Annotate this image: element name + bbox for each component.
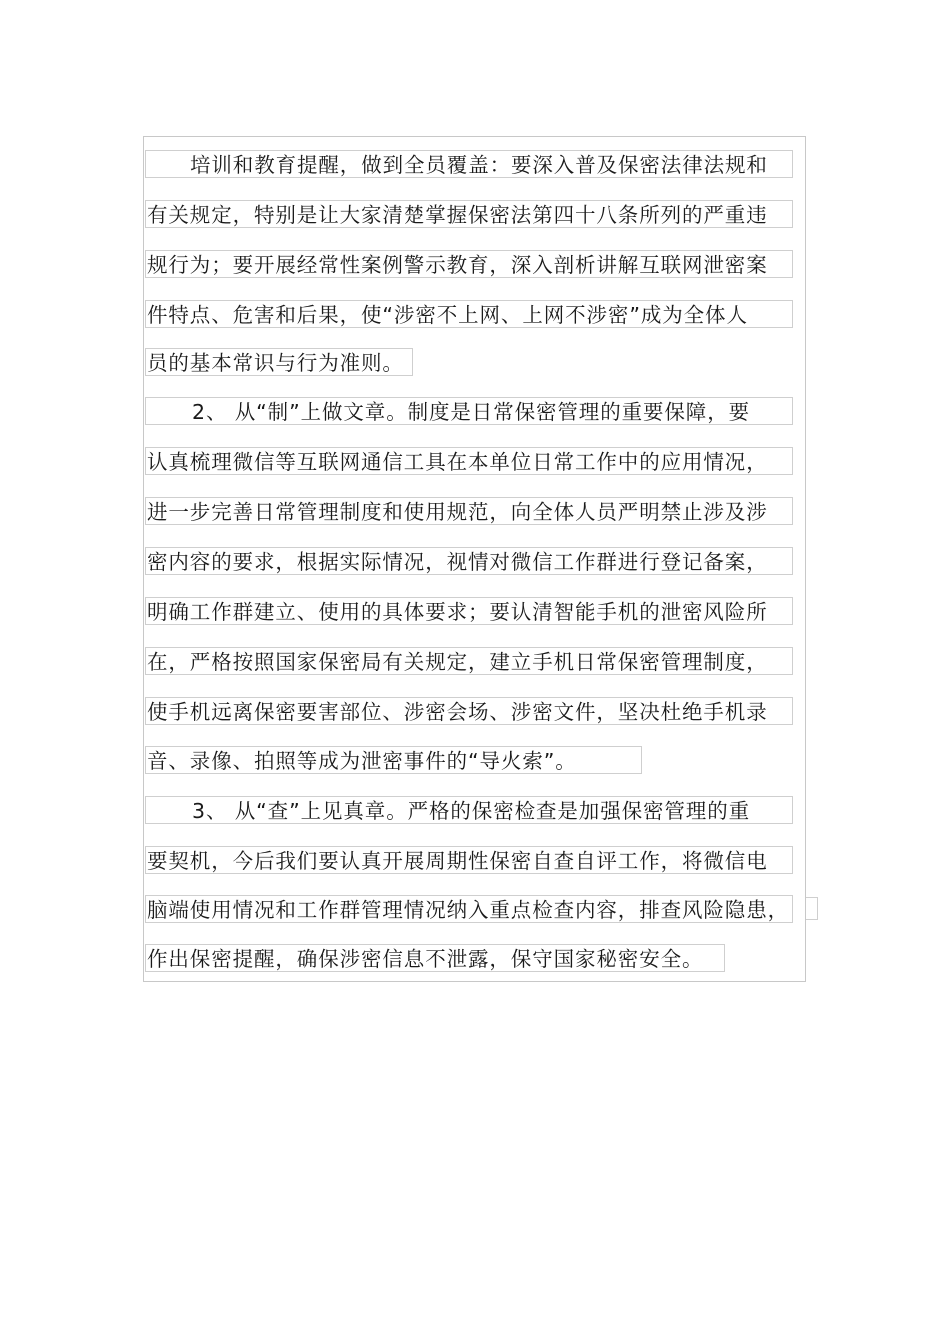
text-line: 要契机，今后我们要认真开展周期性保密自查自评工作，将微信电 <box>145 846 793 874</box>
text-line: 件特点、危害和后果，使“涉密不上网、上网不涉密”成为全体人 <box>145 300 793 328</box>
text-line: 有关规定，特别是让大家清楚掌握保密法第四十八条所列的严重违 <box>145 200 793 228</box>
text-line: 规行为；要开展经常性案例警示教育，深入剖析讲解互联网泄密案 <box>145 250 793 278</box>
text-line: 培训和教育提醒，做到全员覆盖：要深入普及保密法律法规和 <box>145 150 793 178</box>
text-line: 在，严格按照国家保密局有关规定，建立手机日常保密管理制度， <box>145 647 793 675</box>
text-line: 3、 从“查”上见真章。严格的保密检查是加强保密管理的重 <box>145 796 793 824</box>
text-line: 认真梳理微信等互联网通信工具在本单位日常工作中的应用情况， <box>145 447 793 475</box>
overflow-edge-box <box>806 897 818 920</box>
text-line: 使手机远离保密要害部位、涉密会场、涉密文件，坚决杜绝手机录 <box>145 697 793 725</box>
text-line: 明确工作群建立、使用的具体要求；要认清智能手机的泄密风险所 <box>145 597 793 625</box>
text-line: 2、 从“制”上做文章。制度是日常保密管理的重要保障，要 <box>145 397 793 425</box>
text-line: 员的基本常识与行为准则。 <box>145 348 413 376</box>
text-line: 脑端使用情况和工作群管理情况纳入重点检查内容，排查风险隐患， <box>145 895 793 923</box>
text-line: 密内容的要求，根据实际情况，视情对微信工作群进行登记备案， <box>145 547 793 575</box>
text-line: 音、录像、拍照等成为泄密事件的“导火索”。 <box>145 746 642 774</box>
text-line: 进一步完善日常管理制度和使用规范，向全体人员严明禁止涉及涉 <box>145 497 793 525</box>
text-line: 作出保密提醒，确保涉密信息不泄露，保守国家秘密安全。 <box>145 944 725 972</box>
